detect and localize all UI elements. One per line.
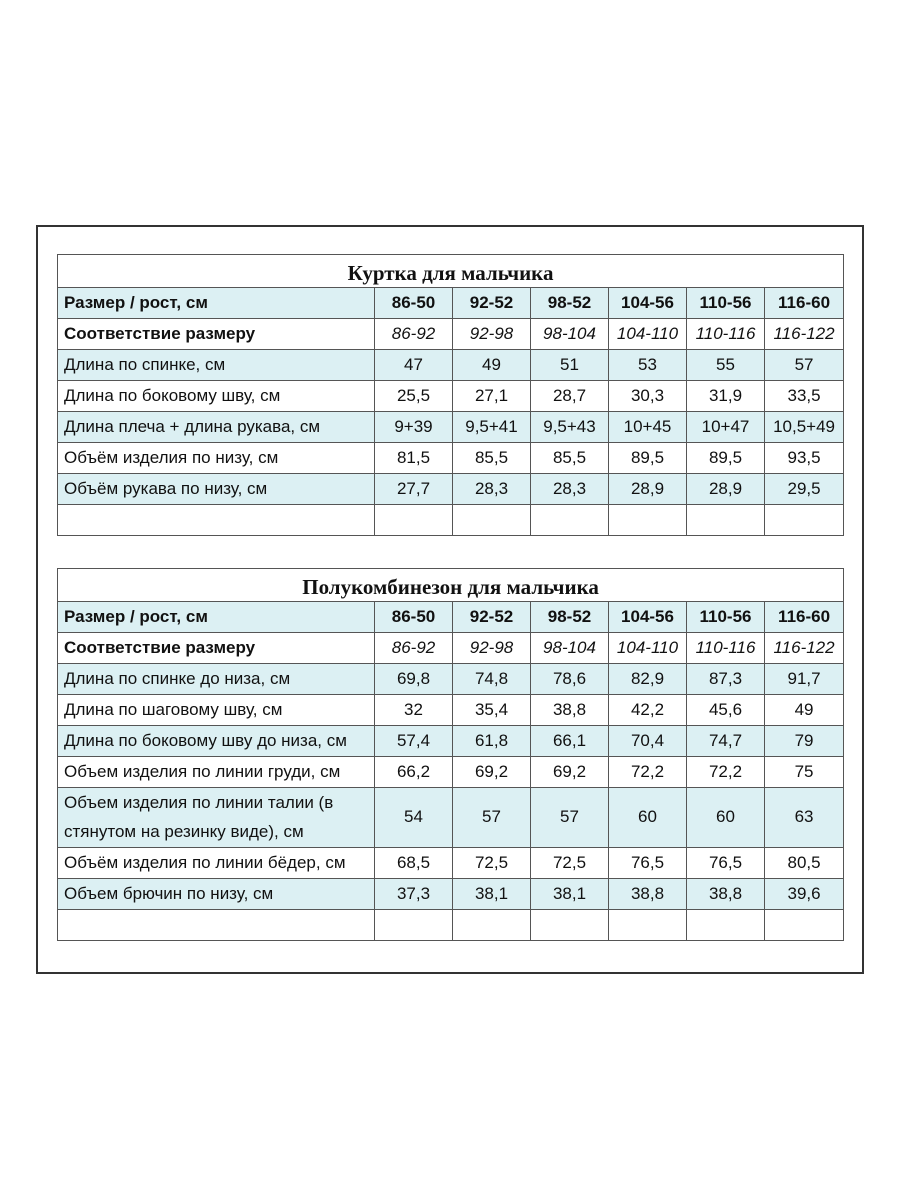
measurement-row [58,757,844,788]
table-title: Полукомбинезон для мальчика [58,569,844,602]
table-title: Куртка для мальчика [58,255,844,288]
measurement-row [58,788,844,848]
measurement-value: 85,5 [531,443,609,474]
measurement-row [58,412,844,443]
measurement-value: 55 [687,350,765,381]
size-column-header: 116-60 [765,288,844,319]
measurement-value: 10,5+49 [765,412,844,443]
size-column-header: 104-56 [609,602,687,633]
measurement-value: 31,9 [687,381,765,412]
measurement-value: 32 [375,695,453,726]
size-column-header: 86-50 [375,602,453,633]
measurement-value: 72,5 [531,848,609,879]
measurement-value: 47 [375,350,453,381]
measurement-value: 28,3 [453,474,531,505]
measurement-row [58,381,844,412]
empty-cell [687,505,765,536]
measurement-value: 82,9 [609,664,687,695]
measurement-value: 74,8 [453,664,531,695]
measurement-label: Длина по спинке, см [58,350,375,381]
measurement-label: Длина плеча + длина рукава, см [58,412,375,443]
measurement-value: 28,9 [687,474,765,505]
measurement-value: 87,3 [687,664,765,695]
measurement-value: 54 [375,788,453,848]
measurement-value: 72,2 [609,757,687,788]
empty-cell [531,910,609,941]
size-column-header: 116-60 [765,602,844,633]
measurement-value: 51 [531,350,609,381]
correspondence-value: 116-122 [765,633,844,664]
measurement-value: 72,2 [687,757,765,788]
measurement-value: 35,4 [453,695,531,726]
correspondence-value: 86-92 [375,319,453,350]
empty-cell [609,505,687,536]
measurement-label: Объем брючин по низу, см [58,879,375,910]
measurement-value: 75 [765,757,844,788]
measurement-label: Длина по спинке до низа, см [58,664,375,695]
empty-cell [765,910,844,941]
size-column-header: 98-52 [531,602,609,633]
measurement-value: 10+47 [687,412,765,443]
correspondence-value: 98-104 [531,319,609,350]
size-column-header: 98-52 [531,288,609,319]
size-header-label: Размер / рост, см [58,288,375,319]
measurement-value: 33,5 [765,381,844,412]
measurement-value: 29,5 [765,474,844,505]
measurement-value: 80,5 [765,848,844,879]
measurement-value: 25,5 [375,381,453,412]
size-column-header: 86-50 [375,288,453,319]
measurement-row [58,350,844,381]
measurement-label: Объем изделия по линии талии (в стянутом на резинку виде), см [58,788,375,848]
measurement-value: 27,7 [375,474,453,505]
measurement-value: 28,9 [609,474,687,505]
size-header-label: Размер / рост, см [58,602,375,633]
measurement-value: 38,1 [453,879,531,910]
correspondence-label: Соответствие размеру [58,319,375,350]
measurement-label: Объем изделия по линии груди, см [58,757,375,788]
measurement-value: 37,3 [375,879,453,910]
measurement-value: 68,5 [375,848,453,879]
correspondence-value: 104-110 [609,319,687,350]
correspondence-value: 104-110 [609,633,687,664]
empty-row [58,505,844,536]
measurement-value: 9,5+41 [453,412,531,443]
size-column-header: 104-56 [609,288,687,319]
measurement-label: Объём изделия по линии бёдер, см [58,848,375,879]
correspondence-value: 86-92 [375,633,453,664]
size-header-row [58,288,844,319]
correspondence-row [58,319,844,350]
measurement-row [58,695,844,726]
overalls-size-table [57,568,844,941]
correspondence-value: 92-98 [453,633,531,664]
measurement-value: 38,8 [609,879,687,910]
measurement-value: 89,5 [609,443,687,474]
measurement-row [58,879,844,910]
measurement-value: 78,6 [531,664,609,695]
measurement-value: 60 [609,788,687,848]
empty-cell [375,505,453,536]
correspondence-value: 110-116 [687,633,765,664]
measurement-value: 60 [687,788,765,848]
measurement-value: 49 [453,350,531,381]
measurement-value: 66,2 [375,757,453,788]
correspondence-value: 98-104 [531,633,609,664]
measurement-value: 70,4 [609,726,687,757]
measurement-value: 57 [453,788,531,848]
measurement-value: 74,7 [687,726,765,757]
measurement-value: 10+45 [609,412,687,443]
measurement-value: 38,8 [687,879,765,910]
measurement-row [58,474,844,505]
correspondence-value: 110-116 [687,319,765,350]
jacket-size-table [57,254,844,536]
empty-cell [453,505,531,536]
empty-cell [765,505,844,536]
measurement-value: 57 [531,788,609,848]
measurement-value: 85,5 [453,443,531,474]
measurement-value: 38,8 [531,695,609,726]
measurement-value: 30,3 [609,381,687,412]
measurement-value: 9+39 [375,412,453,443]
measurement-value: 57 [765,350,844,381]
measurement-value: 76,5 [687,848,765,879]
measurement-value: 79 [765,726,844,757]
correspondence-value: 92-98 [453,319,531,350]
measurement-value: 57,4 [375,726,453,757]
measurement-value: 42,2 [609,695,687,726]
empty-cell [375,910,453,941]
empty-cell [58,505,375,536]
correspondence-value: 116-122 [765,319,844,350]
measurement-value: 76,5 [609,848,687,879]
measurement-row [58,726,844,757]
measurement-value: 27,1 [453,381,531,412]
measurement-value: 39,6 [765,879,844,910]
measurement-value: 91,7 [765,664,844,695]
measurement-value: 72,5 [453,848,531,879]
measurement-row [58,664,844,695]
measurement-value: 28,3 [531,474,609,505]
measurement-value: 9,5+43 [531,412,609,443]
measurement-label: Длина по шаговому шву, см [58,695,375,726]
empty-cell [58,910,375,941]
measurement-value: 63 [765,788,844,848]
measurement-label: Объём рукава по низу, см [58,474,375,505]
size-column-header: 110-56 [687,602,765,633]
size-column-header: 92-52 [453,602,531,633]
measurement-value: 93,5 [765,443,844,474]
measurement-value: 69,2 [453,757,531,788]
measurement-value: 69,8 [375,664,453,695]
empty-cell [531,505,609,536]
empty-cell [453,910,531,941]
empty-cell [687,910,765,941]
measurement-label: Длина по боковому шву до низа, см [58,726,375,757]
measurement-label: Объём изделия по низу, см [58,443,375,474]
correspondence-row [58,633,844,664]
measurement-value: 69,2 [531,757,609,788]
correspondence-label: Соответствие размеру [58,633,375,664]
measurement-value: 49 [765,695,844,726]
measurement-value: 45,6 [687,695,765,726]
size-column-header: 92-52 [453,288,531,319]
measurement-value: 66,1 [531,726,609,757]
empty-cell [609,910,687,941]
measurement-value: 38,1 [531,879,609,910]
measurement-value: 89,5 [687,443,765,474]
measurement-value: 61,8 [453,726,531,757]
measurement-value: 81,5 [375,443,453,474]
measurement-row [58,848,844,879]
measurement-value: 53 [609,350,687,381]
measurement-row [58,443,844,474]
size-column-header: 110-56 [687,288,765,319]
measurement-value: 28,7 [531,381,609,412]
size-header-row [58,602,844,633]
empty-row [58,910,844,941]
measurement-label: Длина по боковому шву, см [58,381,375,412]
